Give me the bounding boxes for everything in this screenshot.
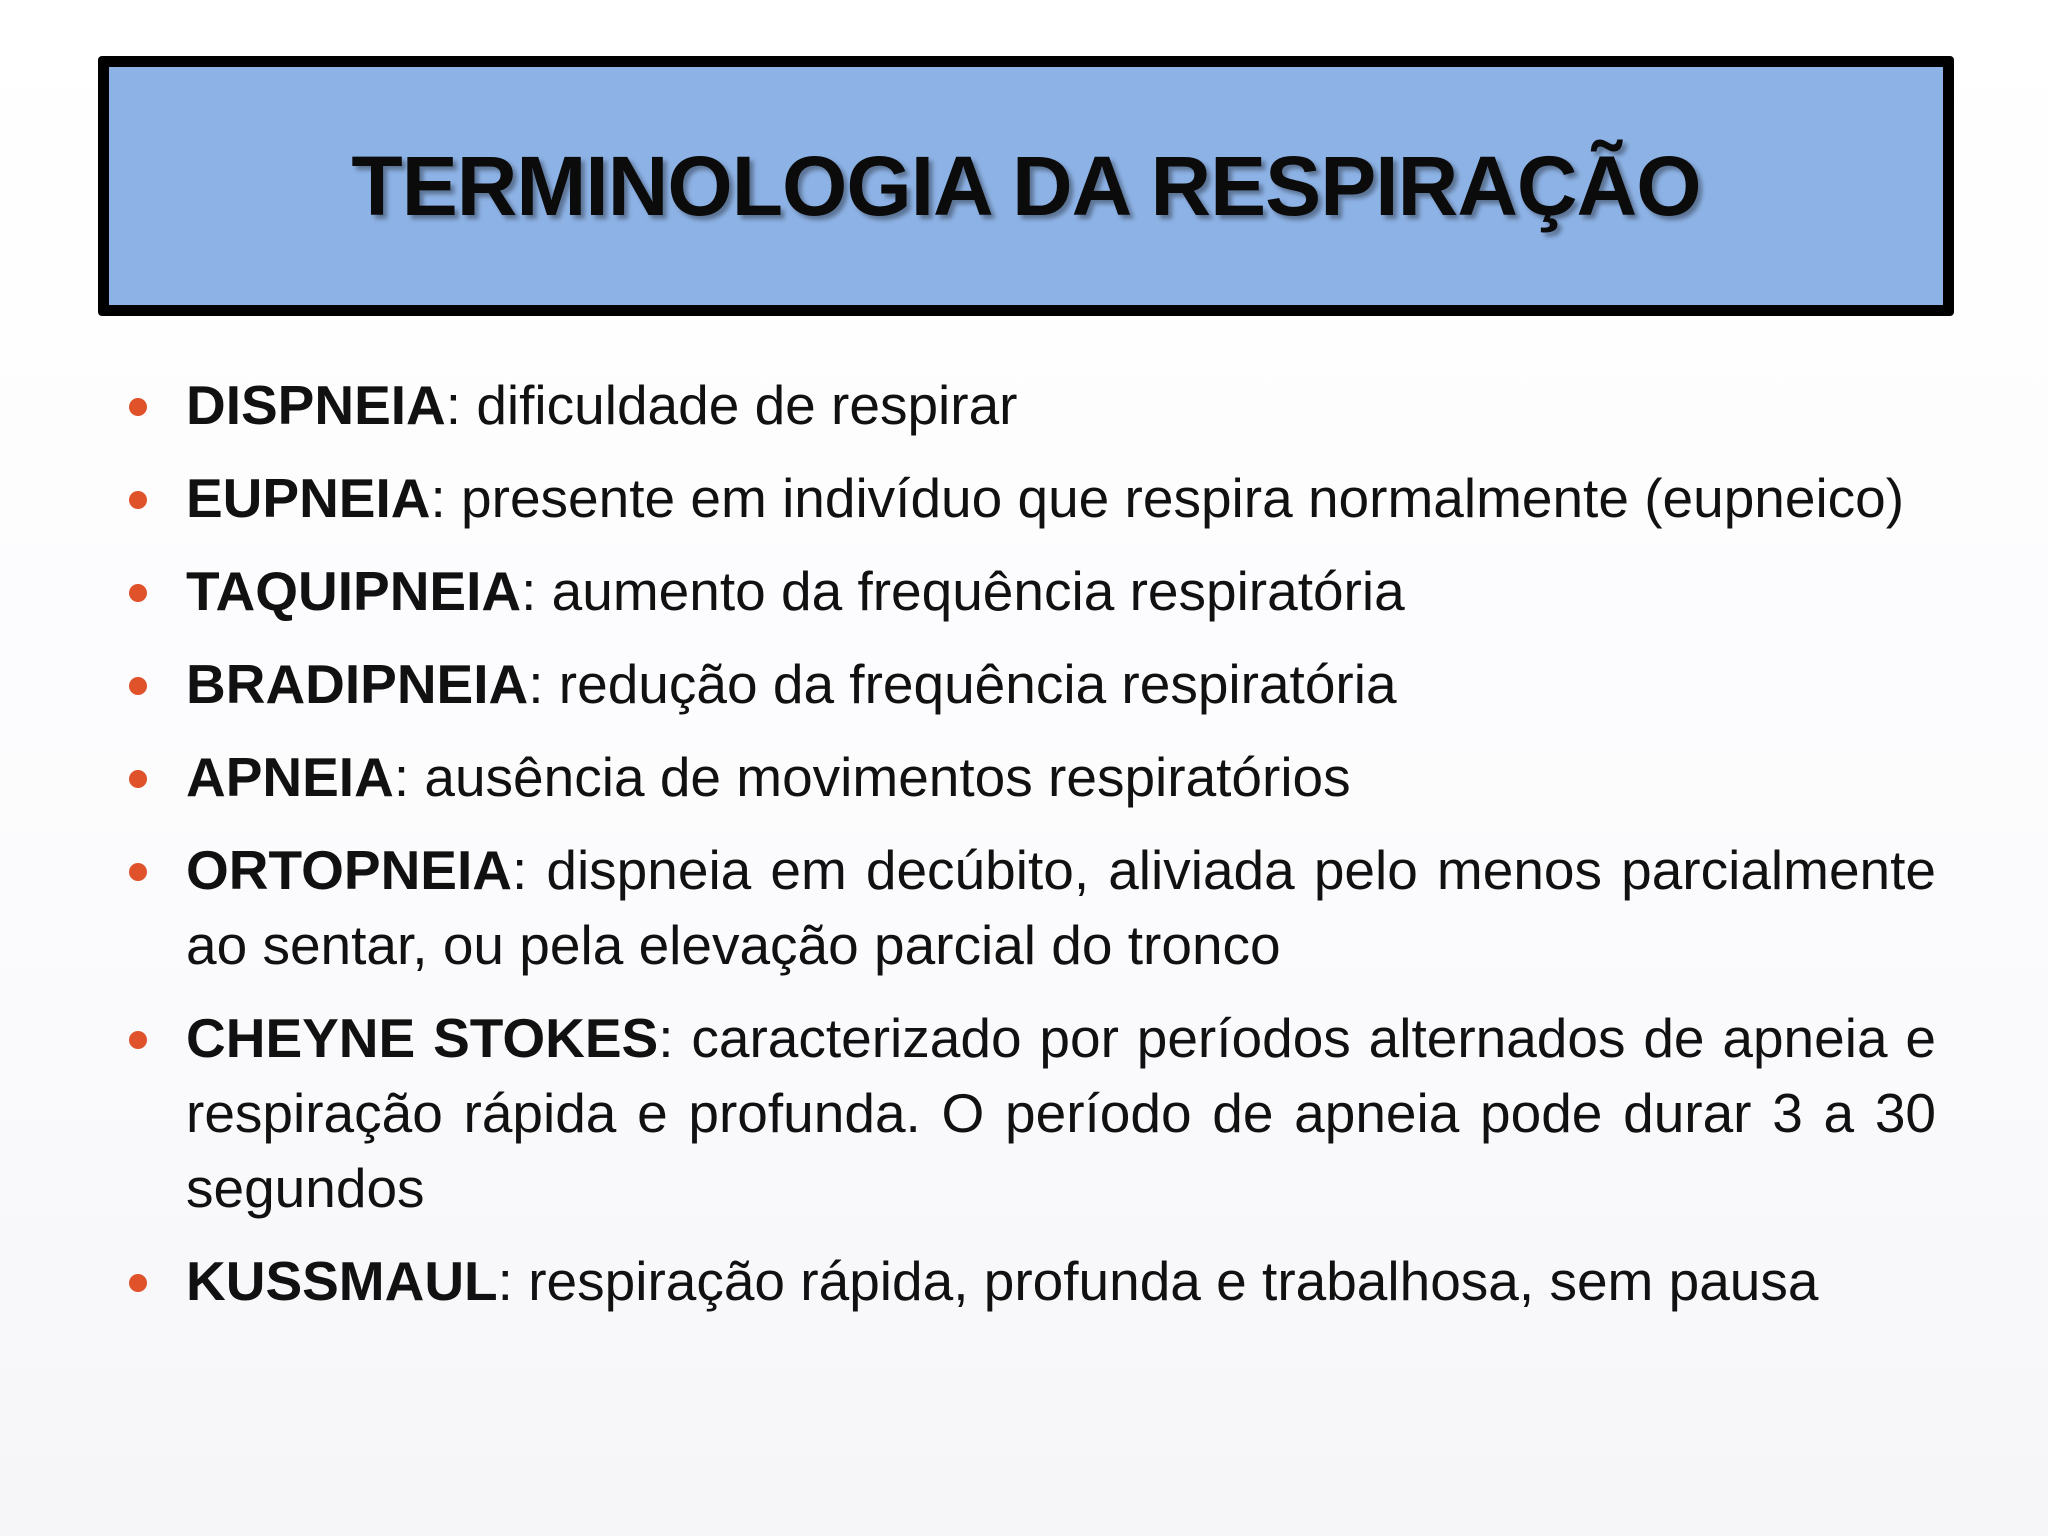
bullet-list-container — [124, 368, 1936, 1337]
bullet-term: TAQUIPNEIA — [186, 560, 522, 622]
bullet-dot-icon — [129, 863, 147, 881]
bullet-dot-icon — [129, 677, 147, 695]
bullet-item-taquipneia — [124, 554, 1936, 629]
bullet-item-bradipneia — [124, 647, 1936, 722]
bullet-definition: : dificuldade de respirar — [445, 374, 1018, 436]
bullet-item-apneia — [124, 740, 1936, 815]
bullet-term: KUSSMAUL — [186, 1250, 498, 1312]
slide-title: TERMINOLOGIA DA RESPIRAÇÃO — [351, 138, 1701, 233]
bullet-definition: : ausência de movimentos respiratórios — [393, 746, 1351, 808]
bullet-item-eupneia — [124, 461, 1936, 536]
bullet-term: ORTOPNEIA — [186, 839, 512, 901]
bullet-dot-icon — [129, 491, 147, 509]
bullet-dot-icon — [129, 398, 147, 416]
title-box — [98, 56, 1954, 316]
bullet-item-kussmaul — [124, 1244, 1936, 1319]
bullet-item-ortopneia — [124, 833, 1936, 983]
bullet-dot-icon — [129, 1274, 147, 1292]
bullet-item-dispneia — [124, 368, 1936, 443]
bullet-dot-icon — [129, 770, 147, 788]
bullet-definition: : presente em indivíduo que respira normalmente (eupneico) — [430, 467, 1905, 529]
bullet-definition: : dispneia em decúbito, aliviada pelo menos parcialmente ao sentar, ou pela elevação parcial do tronco — [186, 839, 1936, 976]
bullet-definition: : aumento da frequência respiratória — [521, 560, 1405, 622]
bullet-term: CHEYNE STOKES — [186, 1007, 659, 1069]
bullet-item-cheyne-stokes — [124, 1001, 1936, 1226]
bullet-definition: : caracterizado por períodos alternados de apneia e respiração rápida e profunda. O período de apneia pode durar 3 a 30 segundos — [186, 1007, 1936, 1219]
bullet-term: DISPNEIA — [186, 374, 446, 436]
bullet-dot-icon — [129, 1031, 147, 1049]
bullet-definition: : respiração rápida, profunda e trabalhosa, sem pausa — [497, 1250, 1819, 1312]
bullet-term: BRADIPNEIA — [186, 653, 529, 715]
bullet-term: APNEIA — [186, 746, 394, 808]
bullet-list — [124, 368, 1936, 1319]
bullet-definition: : redução da frequência respiratória — [528, 653, 1397, 715]
bullet-dot-icon — [129, 584, 147, 602]
bullet-term: EUPNEIA — [186, 467, 431, 529]
